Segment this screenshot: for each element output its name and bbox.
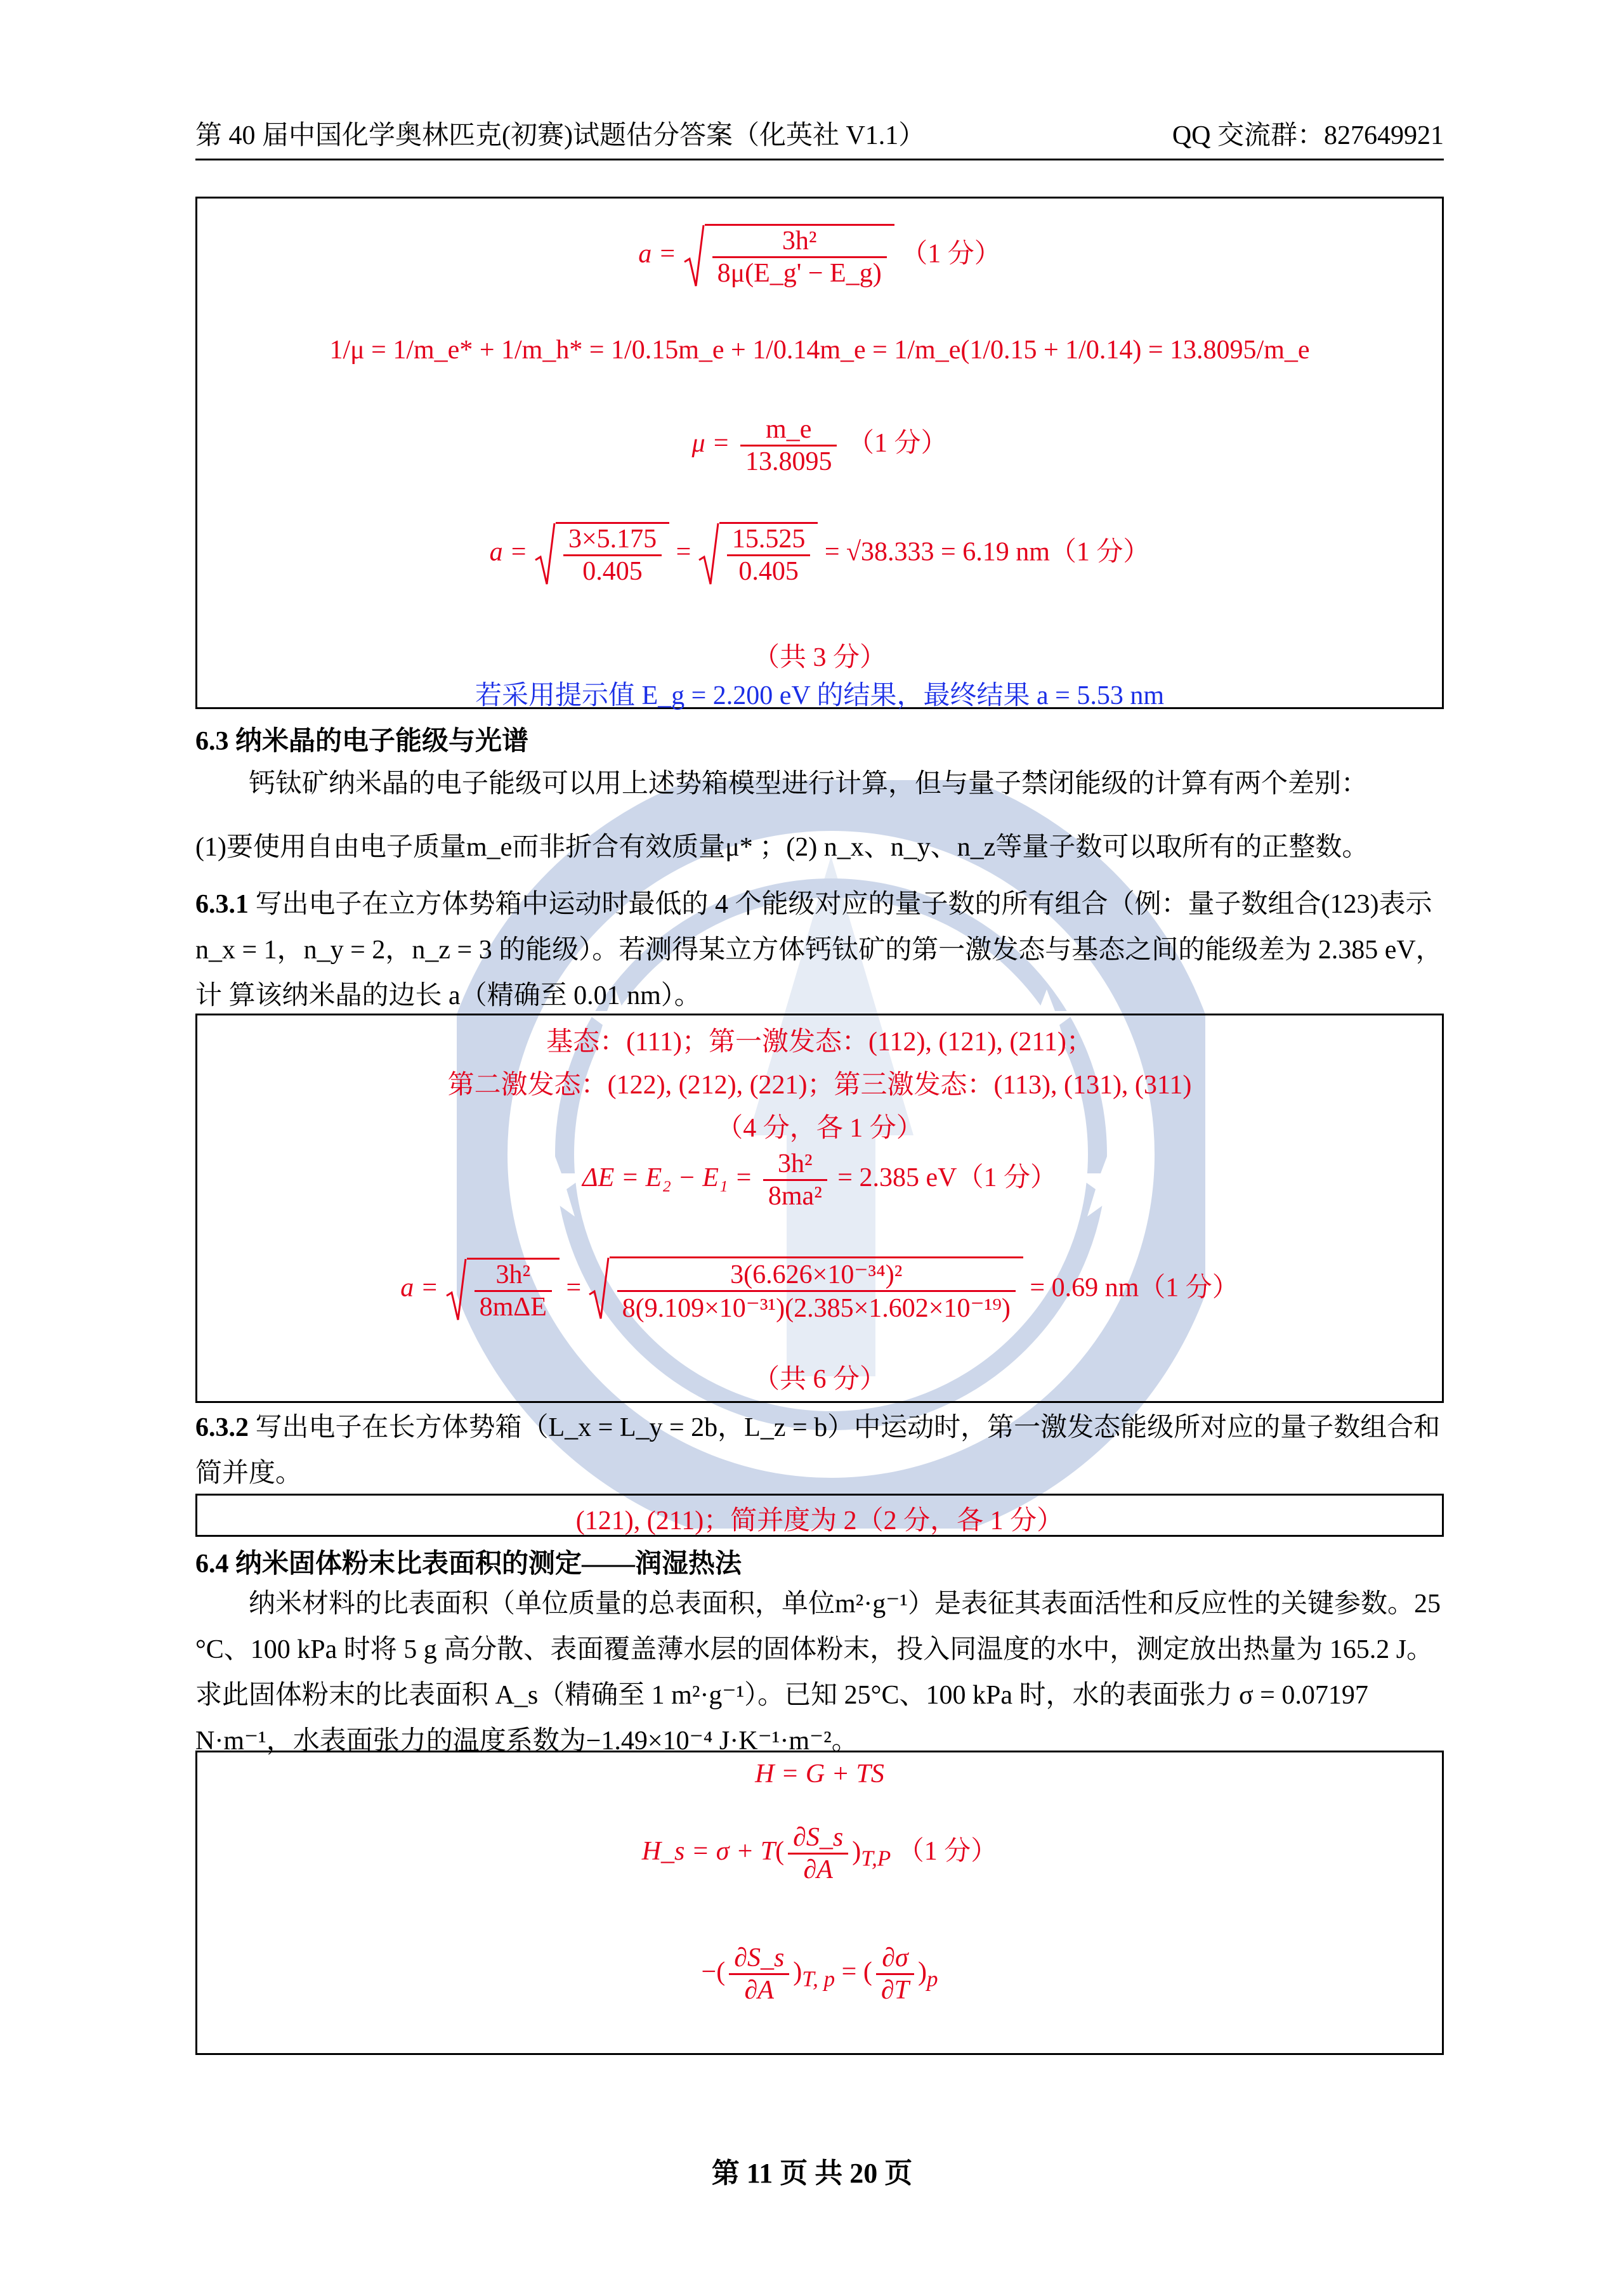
equation-surface-enthalpy: H_s = σ + T( $\frac{\partial S\_s}{\partial A}$ )$_{T,P}$ （1 分）: [641, 1823, 998, 1884]
question-6-3-1: 6.3.1 写出电子在立方体势箱中运动时最低的 4 个能级对应的量子数的所有组合（例：量子数组合(123)表示n_x = 1，n_y = 2，n_z = 3 的能级）。若测得某立方体钙钛矿的第一激发态与基态之间的能级差为 2.385 eV，计 算该纳米晶的边长 a（精确至 0.01 nm）。: [195, 890, 1443, 1010]
paragraph-6-3-intro: 钙钛矿纳米晶的电子能级可以用上述势箱模型进行计算，但与量子禁闭能级的计算有两个差别：: [249, 769, 1368, 799]
section-title-6-3: 6.3 纳米晶的电子能级与光谱: [195, 727, 529, 756]
section-title-6-4: 6.4 纳米固体粉末比表面积的测定——润湿热法: [195, 1549, 742, 1579]
degeneracy-answer: (121), (211)；简并度为 2（2 分，各 1 分）: [575, 1506, 1064, 1536]
header-title: 第 40 届中国化学奥林匹克(初赛)试题估分答案（化英社 V1.1）: [195, 121, 926, 150]
score-total: （共 3 分）: [752, 643, 886, 672]
equation-enthalpy: H = G + TS: [755, 1759, 884, 1789]
page-header: [195, 114, 1444, 160]
ground-state-combos: 基态：(111)；第一激发态：(112), (121), (211)；: [546, 1027, 1093, 1057]
equation-delta-e: ΔE = E₂ − E₁ = $\frac{\text{3h²}}{\text{8ma²}}$ = 2.385 eV（1 分）: [582, 1149, 1057, 1211]
equation-mu: μ = $\frac{m\_e}{13.8095}$ （1 分）: [691, 415, 948, 476]
answer-box-6-3-2: [195, 1494, 1444, 1537]
equation-a-formula: a = $\frac{\text{3h²}}{8\mu(E\_g' - E\_g)}$ （1 分）: [197, 224, 1442, 289]
answer-box-6-2: [195, 197, 1444, 709]
hint-note: 若采用提示值 E_g = 2.200 eV 的结果，最终结果 a = 5.53 nm: [475, 681, 1165, 710]
answer-box-6-3-1: [195, 1014, 1444, 1403]
question-6-3-2: 6.3.2 写出电子在长方体势箱（L_x = L_y = 2b，L_z = b）中运动时，第一激发态能级所对应的量子数组合和简并度。: [195, 1413, 1441, 1488]
paragraph-6-4-problem: 纳米材料的比表面积（单位质量的总表面积，单位m²·g⁻¹）是表征其表面活性和反应性的关键参数。25 °C、100 kPa 时将 5 g 高分散、表面覆盖薄水层的固体粉末，投入同温度的水中，测定放出热量为 165.2 J。求此固体粉末的比表面积 A_s（精确至 1 m²·g⁻¹）。已知 25°C、100 kPa 时，水的表面张力 σ = 0.07197 N·m⁻¹，水表面张力的温度系数为−1.49×10⁻⁴ J·K⁻¹·m⁻²。: [195, 1589, 1441, 1756]
excited-state-combos: 第二激发态：(122), (212), (221)；第三激发态：(113), (131), (311): [447, 1071, 1192, 1100]
equation-maxwell-relation: −( $\frac{\partial S\_s}{\partial A}$ )$_{T, p}$ = ( $\frac{\partial\sigma}{\partial T}$ )$_p$: [701, 1943, 938, 2005]
score-total-6: （共 6 分）: [752, 1365, 886, 1394]
header-qq-group: QQ 交流群：827649921: [1172, 121, 1444, 150]
answer-box-6-4: [195, 1751, 1444, 2055]
score-4: （4 分，各 1 分）: [716, 1114, 923, 1143]
paragraph-6-3-differences: (1)要使用自由电子质量m_e而非折合有效质量μ* ；(2) n_x、n_y、n_z等量子数可以取所有的正整数。: [195, 833, 1369, 862]
sqrt-symbol: $\frac{\text{3h²}}{8\mu(E\_g' - E\_g)}$: [683, 224, 894, 289]
page-number: 第 11 页 共 20 页: [711, 2158, 913, 2189]
equation-edge-length: a = $\frac{\text{3h²}}{\text{8mΔE}}$ = $\frac{\text{3(6.626×10⁻³⁴)²}}{\text{8(9.109×10⁻³¹)(2.385×1.602×10⁻¹⁹)}}$ = 0.69 nm（1 分）: [197, 1256, 1442, 1324]
equation-a-value: a = $\frac{3\times 5.175}{0.405}$ = $\frac{15.525}{0.405}$ = √38.333 = 6.19 nm（1 分）: [197, 522, 1442, 587]
equation-reduced-mass: 1/μ = 1/m_e* + 1/m_h* = 1/0.15m_e + 1/0.14m_e = 1/m_e(1/0.15 + 1/0.14) = 13.8095/m_e: [329, 336, 1310, 365]
